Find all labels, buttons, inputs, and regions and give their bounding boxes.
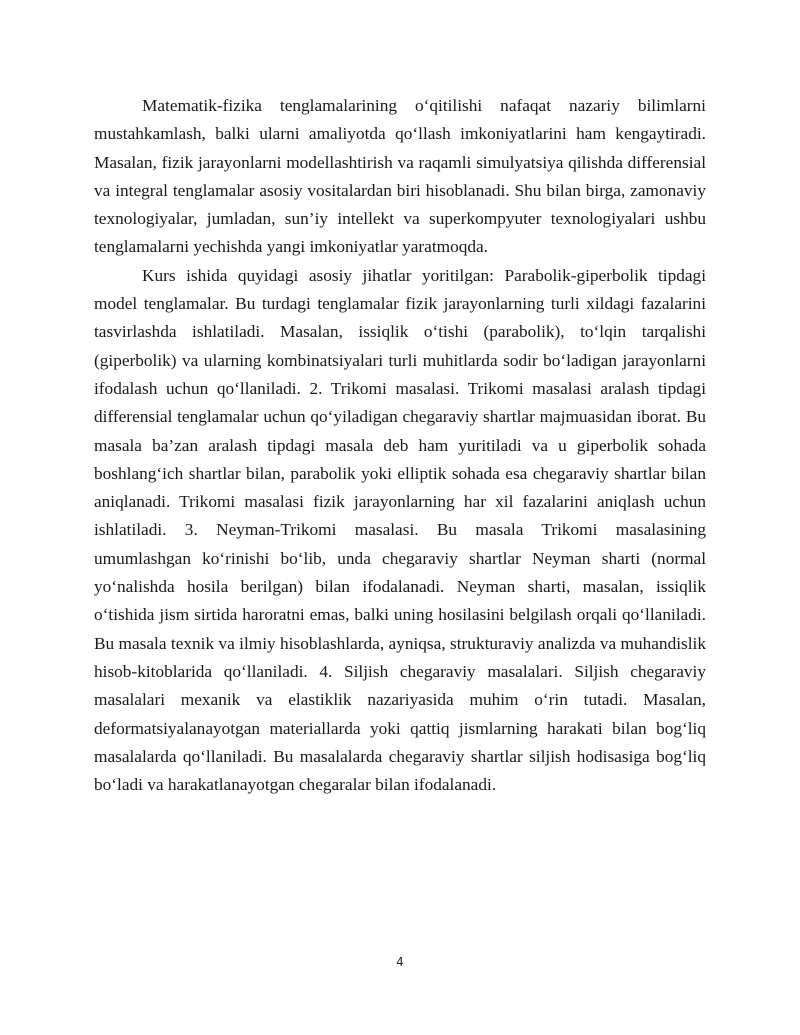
document-body <box>94 92 706 799</box>
paragraph-course-topics: Kurs ishida quyidagi asosiy jihatlar yoritilgan: Parabolik-giperbolik tipdagi model tenglamalar. Bu turdagi tenglamalar fizik jarayonlarning turli xildagi fazalarini tasvirlashda ishlatiladi. Masalan, issiqlik o‘tishi (parabolik), to‘lqin tarqalishi (giperbolik) va ularning kombinatsiyalari turli muhitlarda sodir bo‘ladigan jarayonlarni ifodalash uchun qo‘llaniladi. 2. Trikomi masalasi. Trikomi masalasi aralash tipdagi differensial tenglamalar uchun qo‘yiladigan chegaraviy shartlar majmuasidan iborat. Bu masala ba’zan aralash tipdagi masala deb ham yuritiladi va u giperbolik sohada boshlang‘ich shartlar bilan, parabolik yoki elliptik sohada esa chegaraviy shartlar bilan aniqlanadi. Trikomi masalasi fizik jarayonlarning har xil fazalarini aniqlash uchun ishlatiladi. 3. Neyman-Trikomi masalasi. Bu masala Trikomi masalasining umumlashgan ko‘rinishi bo‘lib, unda chegaraviy shartlar Neyman sharti (normal yo‘nalishda hosila berilgan) bilan ifodalanadi. Neyman sharti, masalan, issiqlik o‘tishida jism sirtida haroratni emas, balki uning hosilasini belgilash orqali qo‘llaniladi. Bu masala texnik va ilmiy hisoblashlarda, ayniqsa, strukturaviy analizda va muhandislik hisob-kitoblarida qo‘llaniladi. 4. Siljish chegaraviy masalalari. Siljish chegaraviy masalalari mexanik va elastiklik nazariyasida muhim o‘rin tutadi. Masalan, deformatsiyalanayotgan materiallarda yoki qattiq jismlarning harakati bilan bog‘liq masalalarda qo‘llaniladi. Bu masalalarda chegaraviy shartlar siljish hodisasiga bog‘liq bo‘ladi va harakatlanayotgan chegaralar bilan ifodalanadi. <box>94 265 706 795</box>
paragraph-intro: Matematik-fizika tenglamalarining o‘qitilishi nafaqat nazariy bilimlarni mustahkamlash, balki ularni amaliyotda qo‘llash imkoniyatlarini ham kengaytiradi. Masalan, fizik jarayonlarni modellashtirish va raqamli simulyatsiya qilishda differensial va integral tenglamalar asosiy vositalardan biri hisoblanadi. Shu bilan birga, zamonaviy texnologiyalar, jumladan, sun’iy intellekt va superkompyuter texnologiyalari ushbu tenglamalarni yechishda yangi imkoniyatlar yaratmoqda. <box>94 96 706 257</box>
page-number: 4 <box>396 955 404 969</box>
